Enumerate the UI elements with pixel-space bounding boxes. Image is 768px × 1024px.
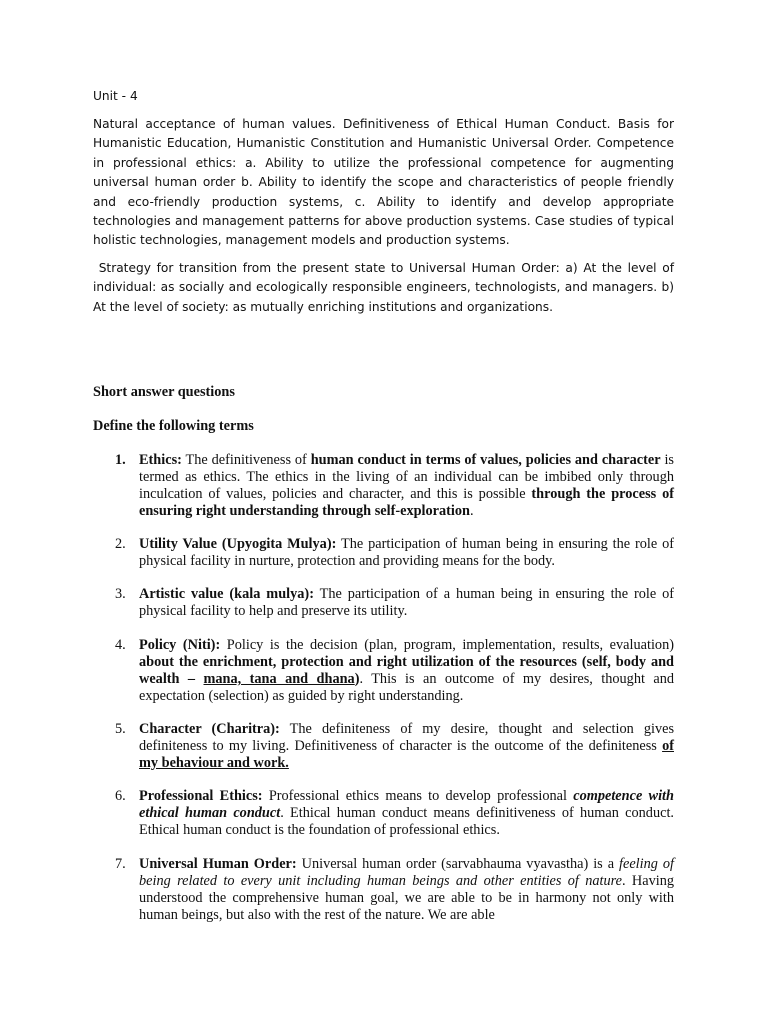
definition-item-policy [93, 637, 674, 705]
term: Professional Ethics: [139, 788, 263, 804]
definition-text [139, 637, 674, 705]
underlined-emphasis: of my behaviour and work. [139, 738, 674, 771]
item-number: 7. [115, 856, 126, 872]
item-number: 2. [115, 536, 126, 552]
definition-item-professional-ethics [93, 788, 674, 839]
text-run: Universal human order (sarvabhauma vyavastha) is a [296, 856, 620, 872]
item-number: 6. [115, 788, 126, 804]
unit-label: Unit - 4 [93, 89, 138, 103]
text-run: The definiteness of my desire, thought and selection gives definiteness to my living. Definitiveness of character is the outcome of the definiteness [139, 721, 675, 754]
definition-text [139, 856, 674, 924]
emphasis: through the process of ensuring right understanding through self-exploration [139, 486, 675, 519]
definition-item-character [93, 721, 674, 772]
definition-text [139, 586, 674, 620]
definition-item-universal-human-order [93, 856, 674, 924]
item-number: 1. [115, 452, 126, 468]
item-number: 4. [115, 637, 126, 653]
text-run: Policy is the decision (plan, program, implementation, results, evaluation) [220, 637, 674, 653]
text-run: Professional ethics means to develop professional [262, 788, 574, 804]
text-run: The definitiveness of [181, 452, 311, 468]
term: Universal Human Order: [139, 856, 297, 872]
bold-italic-emphasis: competence with ethical human conduct [139, 788, 674, 821]
text-run: is termed as ethics. The ethics in the living of an individual can be imbibed only through inculcation of values, policies and character, and this is possible [139, 452, 674, 502]
emphasis: ) [354, 671, 360, 687]
emphasis: about the enrichment, protection and right utilization of the resources (self, body and wealth – [139, 654, 674, 687]
term: Artistic value (kala mulya): [139, 586, 314, 602]
term: Character (Charitra): [139, 721, 280, 737]
text-run: . [470, 503, 474, 519]
definition-text [139, 452, 674, 520]
definition-text [139, 536, 674, 570]
emphasis: human conduct in terms of values, policies and character [310, 452, 661, 468]
underlined-emphasis: mana, tana and dhana [203, 671, 355, 687]
short-answer-heading: Short answer questions [93, 384, 235, 400]
text-run: . Ethical human conduct means definitiveness of human conduct. Ethical human conduct is the foundation of professional ethics. [139, 805, 675, 838]
syllabus-paragraph-2: Strategy for transition from the present state to Universal Human Order: a) At the level of individual: as socially and ecologically responsible engineers, technologists, and managers. b) At the level of society: as mutually enriching institutions and organizations. [93, 261, 678, 314]
term: Ethics: [139, 452, 182, 468]
item-number: 3. [115, 586, 126, 602]
definition-item-utility-value [93, 536, 674, 570]
syllabus-paragraph-1: Natural acceptance of human values. Definitiveness of Ethical Human Conduct. Basis for Humanistic Education, Humanistic Constitution and Humanistic Universal Order. Competence in professional ethics: a. Ability to utilize the professional competence for augmenting universal human order b. Ability to identify the scope and characteristics of people friendly and eco-friendly production systems, c. Ability to identify and develop appropriate technologies and management patterns for above production systems. Case studies of typical holistic technologies, management models and production systems. [93, 117, 674, 248]
definition-item-artistic-value [93, 586, 674, 620]
definition-text [139, 721, 674, 772]
define-terms-heading: Define the following terms [93, 418, 254, 434]
definition-item-ethics [93, 452, 674, 520]
text-run: . This is an outcome of my desires, thought and expectation (selection) as guided by right understanding. [139, 671, 674, 704]
term: Policy (Niti): [139, 637, 221, 653]
item-number: 5. [115, 721, 126, 737]
term: Utility Value (Upyogita Mulya): [139, 536, 337, 552]
text-run: . Having understood the comprehensive human goal, we are able to be in harmony not only with human beings, but also with the rest of the nature. We are able [139, 873, 674, 923]
text-run: The participation of human being in ensuring the role of physical facility in nurture, protection and providing means for the body. [139, 536, 675, 569]
definition-text [139, 788, 674, 839]
text-run: The participation of a human being in ensuring the role of physical facility to help and preserve its utility. [139, 586, 674, 619]
italic-emphasis: feeling of being related to every unit including human beings and other entities of nature [139, 856, 675, 889]
